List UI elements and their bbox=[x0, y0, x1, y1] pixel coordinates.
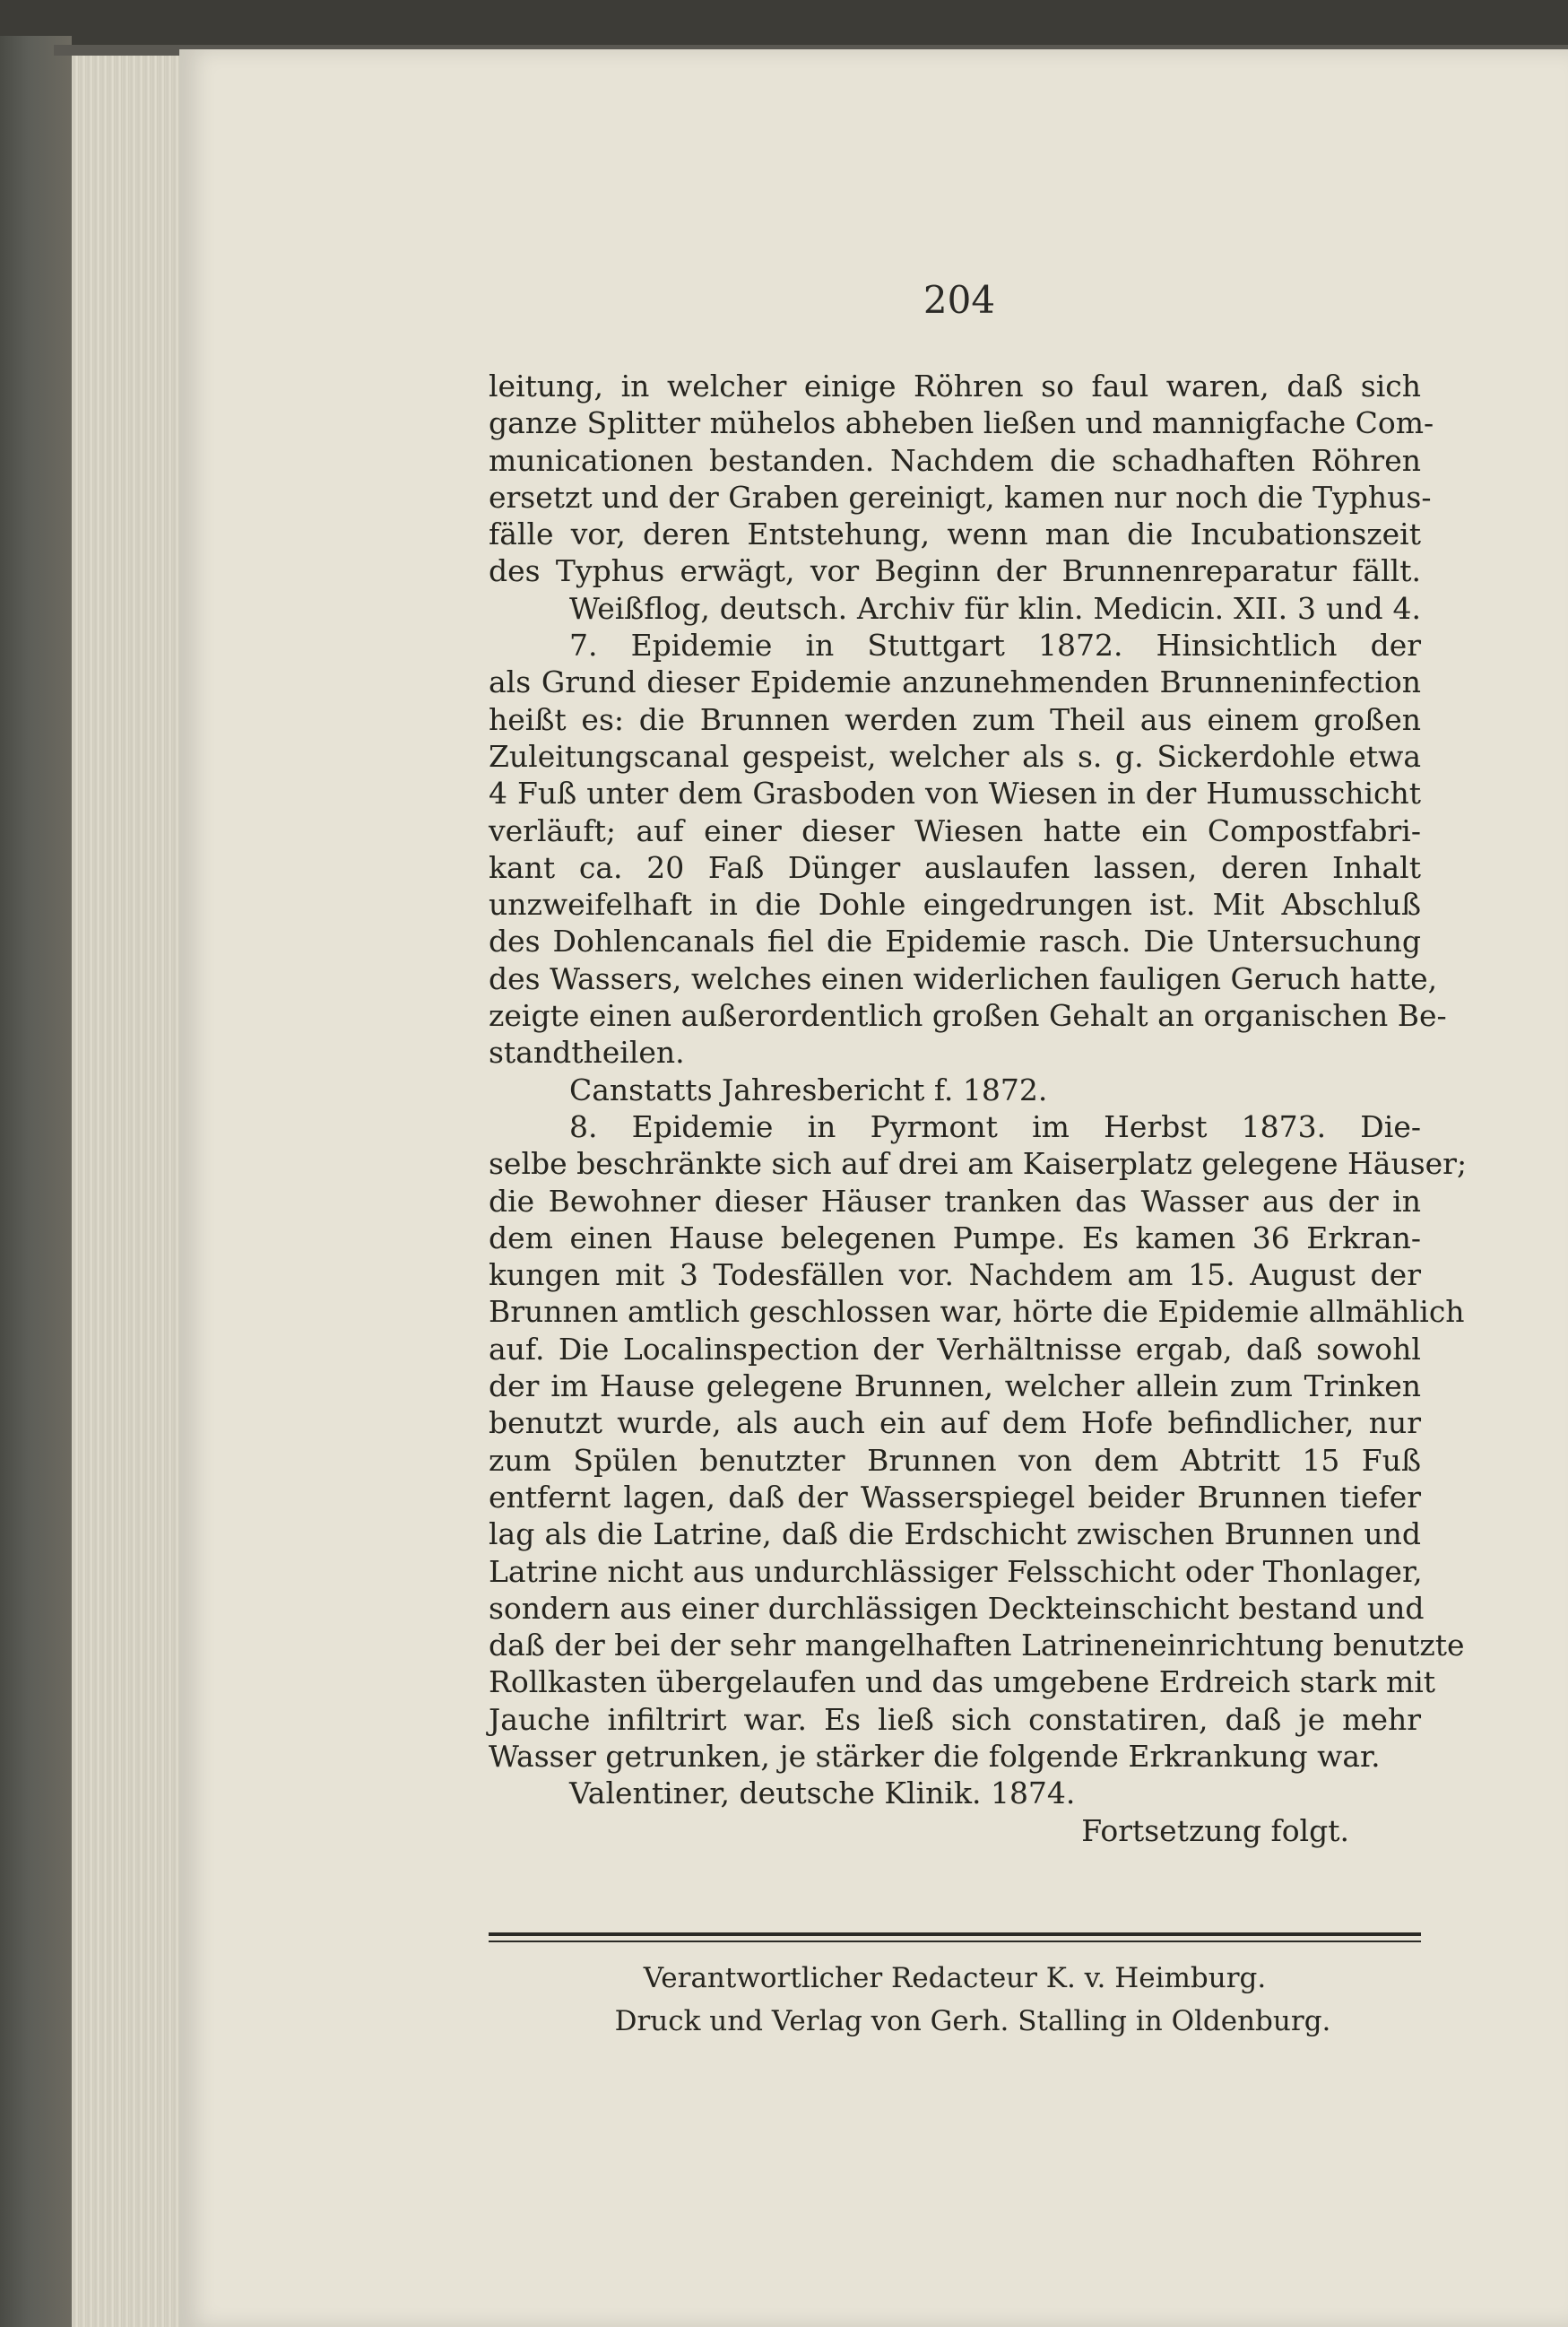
text-line: daß der bei der sehr mangelhaften Latrineneinrichtung benutzte bbox=[489, 1628, 1465, 1663]
section-heading-line: 7. Epidemie in Stuttgart 1872. Hinsichtlich der bbox=[569, 628, 1421, 664]
text-line: ersetzt und der Graben gereinigt, kamen nur noch die Typhus- bbox=[489, 479, 1432, 515]
text-line: zeigte einen außerordentlich großen Gehalt an organischen Be- bbox=[489, 998, 1447, 1034]
text-line: standtheilen. bbox=[489, 1035, 685, 1071]
text-line: Jauche infiltrirt war. Es ließ sich constatiren, daß je mehr bbox=[489, 1701, 1421, 1737]
text-line: verläuft; auf einer dieser Wiesen hatte ein Compostfabri- bbox=[489, 812, 1421, 848]
text-line: sondern aus einer durchlässigen Deckteinschicht bestand und bbox=[489, 1590, 1425, 1626]
text-line: als Grund dieser Epidemie anzunehmenden Brunneninfection bbox=[489, 664, 1421, 700]
text-line: 4 Fuß unter dem Grasboden von Wiesen in der Humusschicht bbox=[489, 776, 1421, 812]
text-line: fälle vor, deren Entstehung, wenn man die Incubationszeit bbox=[489, 517, 1421, 552]
page-number: 204 bbox=[923, 278, 996, 322]
imprint-footer bbox=[489, 1957, 1421, 2043]
continued-note: Fortsetzung folgt. bbox=[1081, 1812, 1349, 1848]
citation-line: Valentiner, deutsche Klinik. 1874. bbox=[569, 1776, 1076, 1811]
text-line: die Bewohner dieser Häuser tranken das Wasser aus der in bbox=[489, 1183, 1421, 1219]
citation-line: Weißflog, deutsch. Archiv für klin. Medicin. XII. 3 und 4. bbox=[569, 590, 1421, 626]
text-line: des Wassers, welches einen widerlichen fauligen Geruch hatte, bbox=[489, 960, 1438, 996]
editor-line: Verantwortlicher Redacteur K. v. Heimburg. bbox=[643, 1962, 1267, 1994]
section-heading-line: 8. Epidemie in Pyrmont im Herbst 1873. Die- bbox=[569, 1108, 1421, 1144]
text-line: Brunnen amtlich geschlossen war, hörte die Epidemie allmählich bbox=[489, 1294, 1465, 1330]
publisher-line: Druck und Verlag von Gerh. Stalling in Oldenburg. bbox=[614, 2005, 1331, 2037]
text-line: municationen bestanden. Nachdem die schadhaften Röhren bbox=[489, 442, 1421, 478]
text-line: Wasser getrunken, je stärker die folgende Erkrankung war. bbox=[489, 1738, 1381, 1774]
text-line: des Dohlencanals fiel die Epidemie rasch. Die Untersuchung bbox=[489, 924, 1421, 959]
citation-line: Canstatts Jahresbericht f. 1872. bbox=[569, 1072, 1048, 1107]
text-line: Latrine nicht aus undurchlässiger Felsschicht oder Thonlager, bbox=[489, 1553, 1423, 1589]
article-body bbox=[489, 368, 1468, 1849]
text-line: ganze Splitter mühelos abheben ließen und mannigfache Com- bbox=[489, 405, 1434, 441]
footer-rule-thin bbox=[489, 1941, 1421, 1942]
text-line: kant ca. 20 Faß Dünger auslaufen lassen, deren Inhalt bbox=[489, 849, 1421, 885]
text-line: auf. Die Localinspection der Verhältnisse ergab, daß sowohl bbox=[489, 1331, 1421, 1367]
text-line: dem einen Hause belegenen Pumpe. Es kamen 36 Erkran- bbox=[489, 1220, 1421, 1255]
page-stack-edge bbox=[72, 54, 197, 2327]
text-line: Rollkasten übergelaufen und das umgebene Erdreich stark mit bbox=[489, 1664, 1436, 1700]
text-line: lag als die Latrine, daß die Erdschicht zwischen Brunnen und bbox=[489, 1516, 1421, 1552]
footer-rule-thick bbox=[489, 1932, 1421, 1936]
text-line: unzweifelhaft in die Dohle eingedrungen ist. Mit Abschluß bbox=[489, 887, 1421, 923]
text-line: entfernt lagen, daß der Wasserspiegel beider Brunnen tiefer bbox=[489, 1479, 1421, 1515]
text-line: selbe beschränkte sich auf drei am Kaiserplatz gelegene Häuser; bbox=[489, 1146, 1468, 1182]
text-line: Zuleitungscanal gespeist, welcher als s. g. Sickerdohle etwa bbox=[489, 738, 1421, 774]
text-line: benutzt wurde, als auch ein auf dem Hofe befindlicher, nur bbox=[489, 1405, 1421, 1441]
book-spine-edge bbox=[0, 36, 72, 2327]
text-line: der im Hause gelegene Brunnen, welcher allein zum Trinken bbox=[489, 1368, 1421, 1404]
text-line: des Typhus erwägt, vor Beginn der Brunnenreparatur fällt. bbox=[489, 553, 1421, 589]
text-line: leitung, in welcher einige Röhren so faul waren, daß sich bbox=[489, 369, 1421, 404]
text-line: heißt es: die Brunnen werden zum Theil aus einem großen bbox=[489, 701, 1421, 737]
text-line: zum Spülen benutzter Brunnen von dem Abtritt 15 Fuß bbox=[489, 1442, 1421, 1478]
text-line: kungen mit 3 Todesfällen vor. Nachdem am 15. August der bbox=[489, 1257, 1421, 1293]
